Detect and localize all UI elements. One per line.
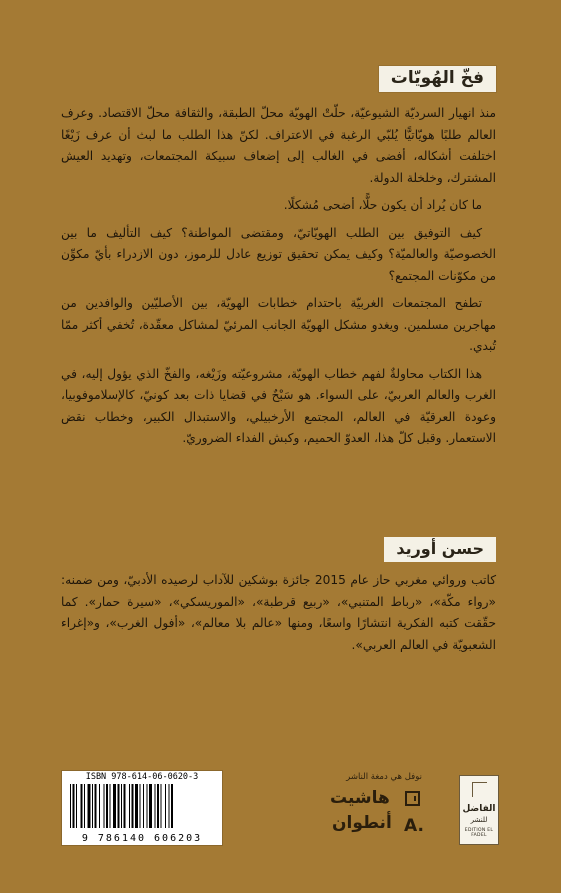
barcode-bar — [155, 784, 156, 828]
book-title: فخّ الهُويّات — [379, 66, 496, 92]
barcode-bar — [106, 784, 108, 828]
barcode-bar — [95, 784, 97, 828]
barcode-bar — [161, 784, 162, 828]
barcode-bar — [104, 784, 105, 828]
barcode-bar — [129, 784, 130, 828]
barcode-bar — [165, 784, 166, 828]
hachette-logo-icon — [405, 791, 420, 806]
barcode-bar — [169, 784, 170, 828]
logo-mark-icon — [472, 782, 487, 797]
barcode-bar — [147, 784, 148, 828]
barcode-bar — [132, 784, 134, 828]
author-bio-text: كاتب وروائي مغربي حاز عام 2015 جائزة بوشكين للآداب لرصيده الأدبيّ، ومن ضمنه: «رواء مكّة»، «رباط المتنبي»، «ربيع قرطبة»، «الموريسكي»، «سيرة حمار». كما حقّقت كتبه الفكرية انتشارًا واسعًا، ومنها «عالم بلا معالم»، «أفول الغرب»، و«إغراء الشعبويّة في العالم العربي». — [61, 573, 497, 652]
synopsis-paragraph: كيف التوفيق بين الطلب الهويّاتيّ، ومقتضى المواطنة؟ كيف التأليف ما بين الخصوصيّة والعالميّة؟ وكيف يمكن تحقيق توزيع عادل للرموز، دون الازدراء بأيّ مكوِّن من مكوّنات المجتمع؟ — [61, 225, 496, 283]
barcode-bar — [124, 784, 126, 828]
synopsis-paragraph: ما كان يُراد أن يكون حلًّا، أضحى مُشكلًا. — [283, 198, 482, 212]
barcode-bar — [121, 784, 122, 828]
synopsis-paragraph: تطفح المجتمعات الغربيّة باحتدام خطابات الهويّة، بين الأصليّين والوافدين من مهاجرين مسلمين. ويغدو مشكل الهويّة الجانب المرئيّ لمشاكل معقّدة، تُخفي أكثر ممّا تُبدي. — [61, 296, 496, 353]
isbn-label: ISBN 978-614-06-0620-3 — [85, 772, 199, 782]
barcode-bar — [143, 784, 144, 828]
barcode-bar — [171, 784, 173, 828]
barcode-bar — [81, 784, 83, 828]
author-bio — [61, 570, 496, 656]
antoine-logo-icon: A. — [404, 816, 424, 836]
barcode-bar — [118, 784, 120, 828]
synopsis-paragraph: منذ انهيار السرديّة الشيوعيّة، حلّتْ الهويّة محلّ الطبقة، والثقافة محلّ الاقتصاد. وعرف العالم طلبًا هويّاتيًّا يُلبّي الرغبة في الاعتراف. لكنّ هذا الطلب ما لبث أن عرف زَيْغًا اختلفت أشكاله، أفضى في الغالب إلى إضعاف سبيكة المجتمعات، وتهديد العيش المشترك، وخلخلة الدولة. — [61, 106, 496, 185]
barcode-bar — [157, 784, 159, 828]
logo-line-1: الفاضل — [462, 804, 496, 814]
publisher-name-antoine: أنطوان — [332, 813, 392, 833]
el-fadel-logo — [459, 775, 499, 845]
publisher-cooperation-note: نوفل هي دمغة الناشر — [346, 772, 422, 782]
barcode-bar — [73, 784, 75, 828]
barcode-bar — [76, 784, 77, 828]
barcode-bar — [70, 784, 71, 828]
barcode — [62, 771, 222, 845]
publisher-name-hachette: هاشيت — [330, 788, 390, 808]
barcode-bar — [92, 784, 93, 828]
barcode-bar — [113, 784, 116, 828]
author-name: حسن أوريد — [384, 537, 496, 562]
barcode-bar — [110, 784, 111, 828]
barcode-bar — [149, 784, 152, 828]
barcode-digits: 9 786140 606203 — [81, 833, 203, 844]
barcode-bar — [140, 784, 141, 828]
synopsis-paragraph: هذا الكتاب محاولةٌ لفهم خطاب الهويّة، مشروعيّته وزَيْغه، والفخّ الذي يؤول إليه، في الغرب والعالم العربيّ، على السواء. هو سَبْحٌ في قضايا ذات بعد كونيّ، كالإسلاموفوبيا، وعودة العرقيّة في العالم، المجتمع الأرخبيلي، والاستبدال الكبير، وخطاب نقض الاستعمار. وقبل كلّ هذا، العدوّ الحميم، وكبش الفداء الضروريّ. — [61, 366, 496, 445]
barcode-bar — [84, 784, 85, 828]
synopsis — [61, 103, 496, 456]
logo-line-3: EDITION EL FADEL — [464, 828, 494, 838]
logo-line-2: للنشر — [470, 816, 488, 824]
barcode-bars — [68, 784, 216, 828]
barcode-bar — [135, 784, 138, 828]
barcode-bar — [88, 784, 91, 828]
barcode-bar — [99, 784, 100, 828]
